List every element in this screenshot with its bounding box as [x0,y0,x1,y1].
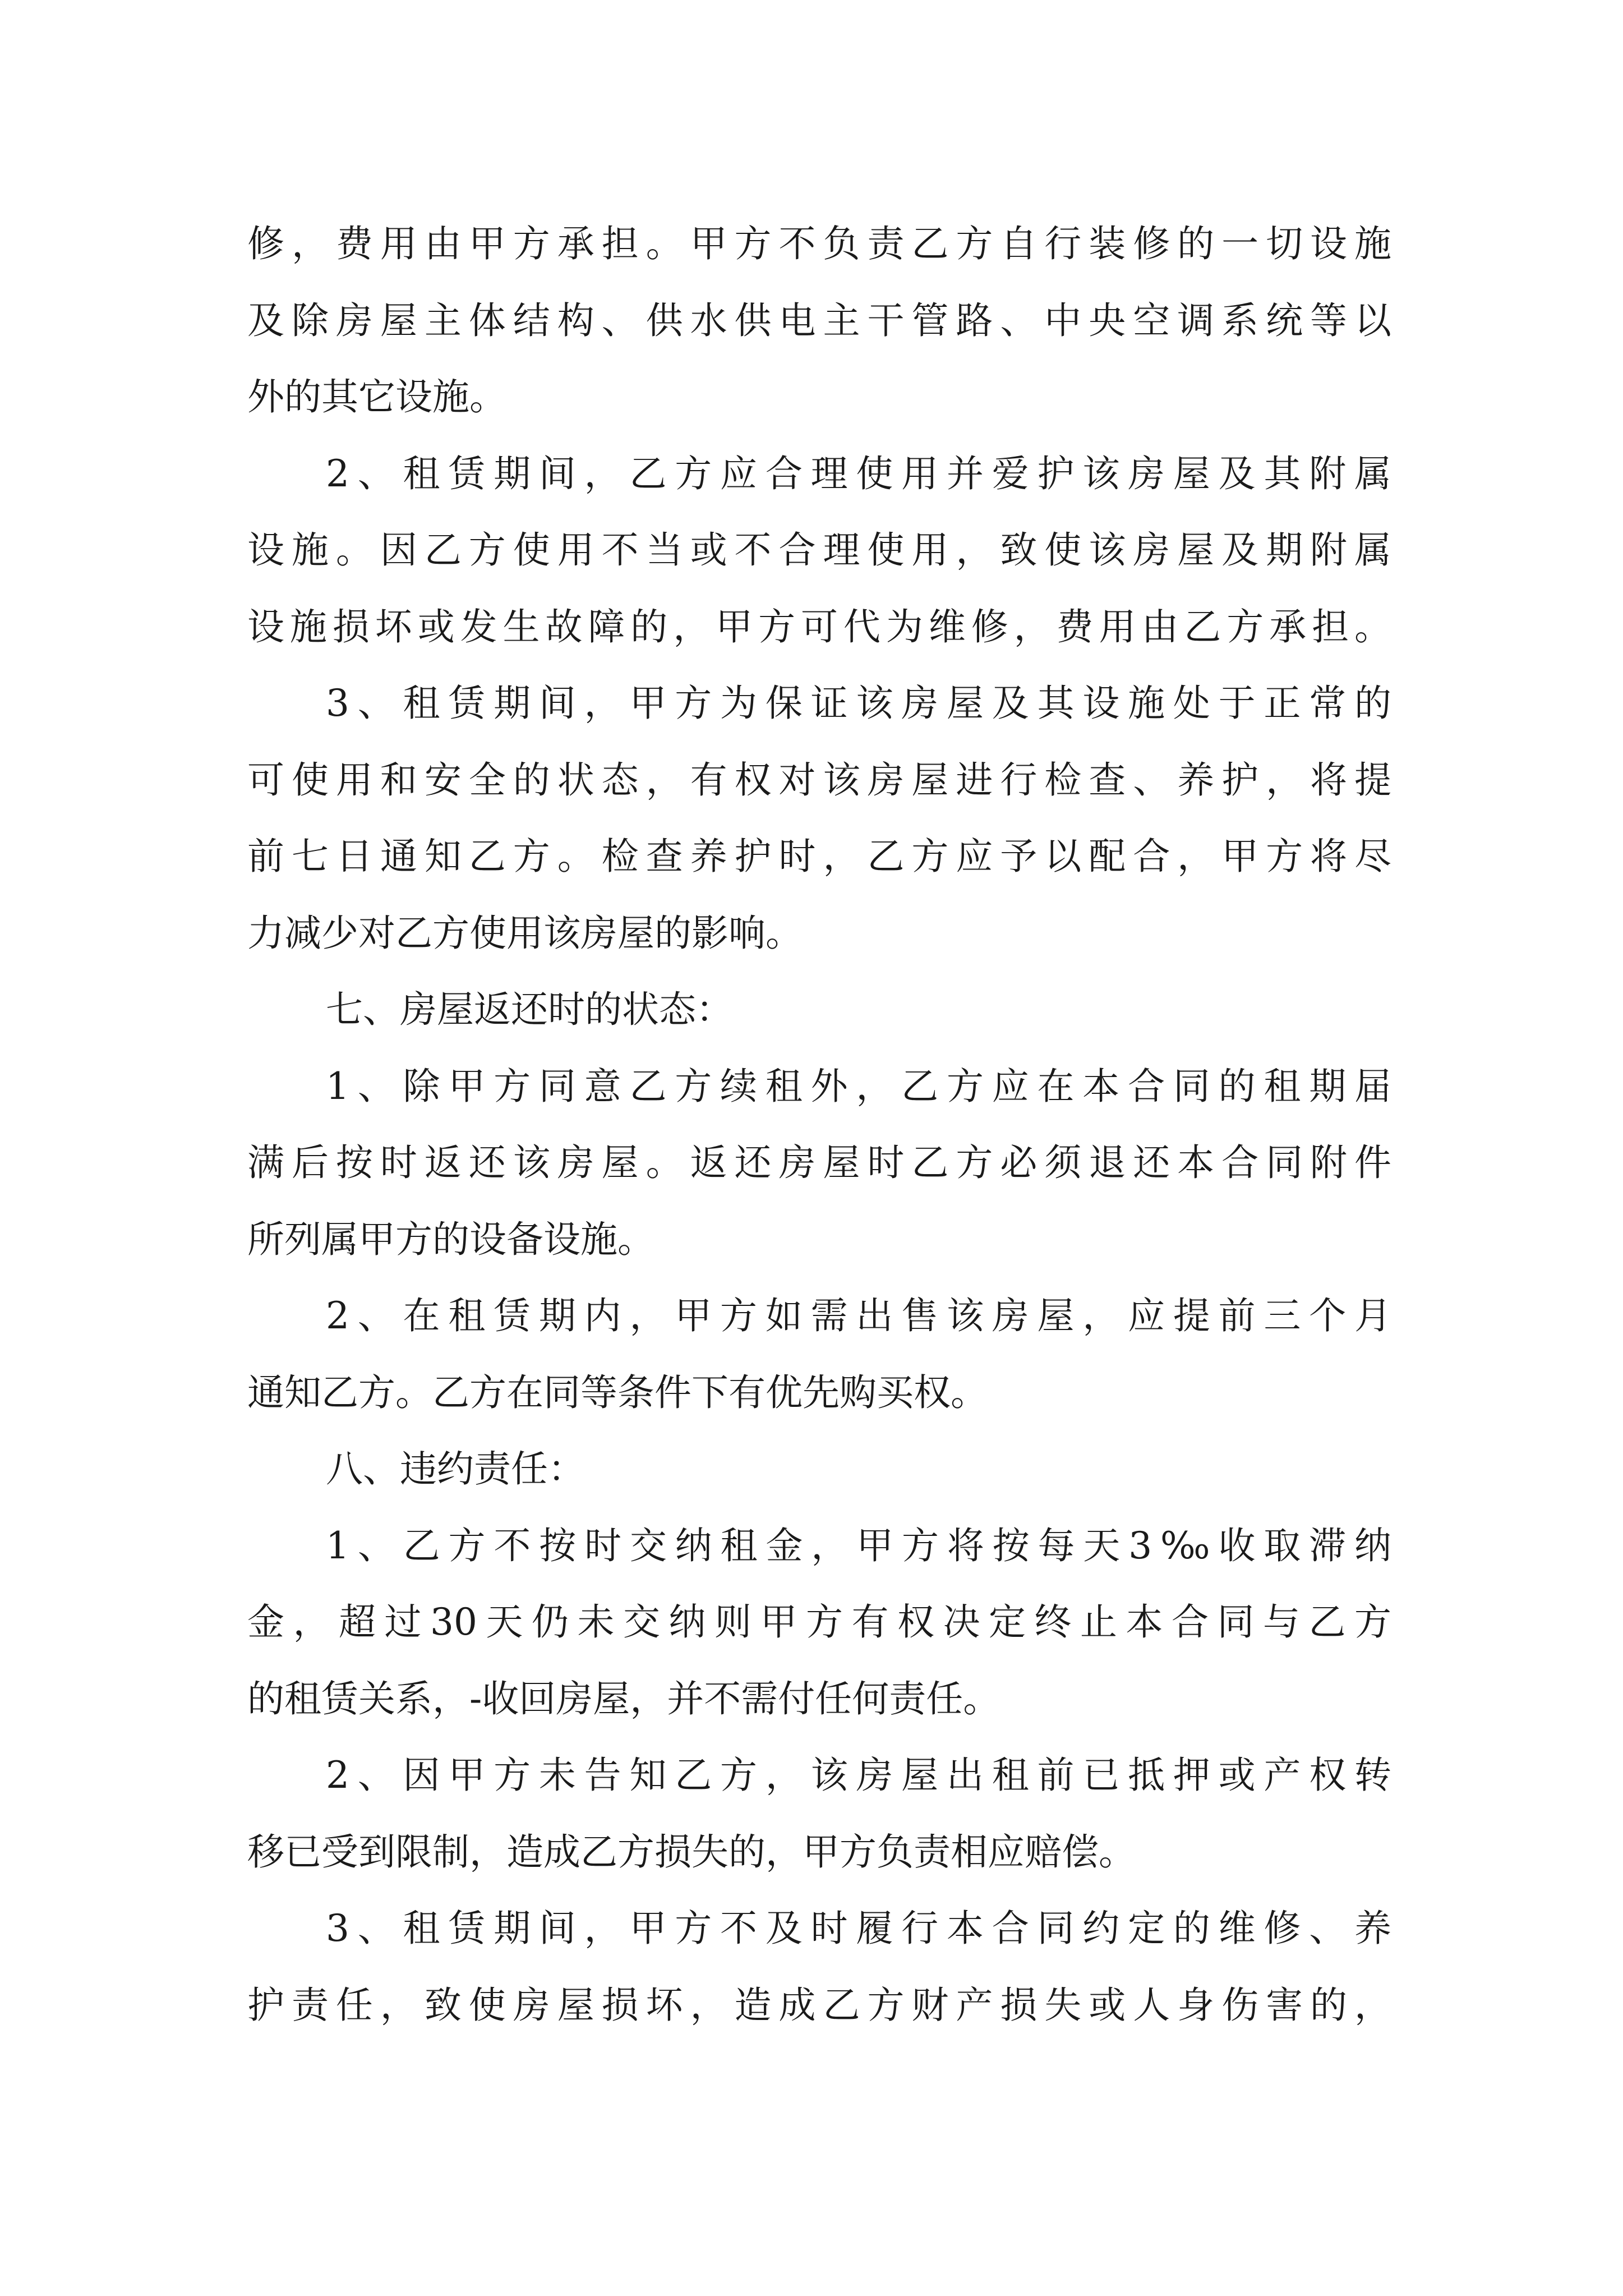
paragraph-first-line: 1、除甲方同意乙方续租外，乙方应在本合同的租期届 [326,1065,1391,1108]
paragraph-first-line: 3、租赁期间，甲方为保证该房屋及其设施处于正常的 [326,682,1391,725]
text-line: 前七日通知乙方。检查养护时，乙方应予以配合，甲方将尽 [247,835,1391,878]
text-line: 所列属甲方的设备设施。 [247,1218,654,1261]
text-line: 力减少对乙方使用该房屋的影响。 [247,912,803,955]
paragraph-first-line: 3、租赁期间，甲方不及时履行本合同约定的维修、养 [326,1907,1391,1950]
section-heading: 八、违约责任： [326,1447,585,1490]
text-line: 外的其它设施。 [247,375,506,418]
text-line: 修，费用由甲方承担。甲方不负责乙方自行装修的一切设施 [247,222,1391,265]
text-line: 移已受到限制，造成乙方损失的，甲方负责相应赔偿。 [247,1830,1136,1874]
text-line: 可使用和安全的状态，有权对该房屋进行检查、养护，将提 [247,758,1391,802]
text-line: 满后按时返还该房屋。返还房屋时乙方必须退还本合同附件 [247,1141,1391,1184]
text-line: 设施。因乙方使用不当或不合理使用，致使该房屋及期附属 [247,528,1391,572]
text-line: 的租赁关系，-收回房屋，并不需付任何责任。 [247,1677,1000,1720]
text-line: 及除房屋主体结构、供水供电主干管路、中央空调系统等以 [247,299,1391,342]
text-line: 设施损坏或发生故障的，甲方可代为维修，费用由乙方承担。 [247,605,1391,648]
paragraph-first-line: 2、在租赁期内，甲方如需出售该房屋，应提前三个月 [326,1294,1391,1337]
text-line: 金，超过30天仍未交纳则甲方有权决定终止本合同与乙方 [247,1600,1391,1644]
paragraph-first-line: 1、乙方不按时交纳租金，甲方将按每天3‰收取滞纳 [326,1524,1391,1567]
paragraph-first-line: 2、因甲方未告知乙方，该房屋出租前已抵押或产权转 [326,1754,1391,1797]
text-line: 通知乙方。乙方在同等条件下有优先购买权。 [247,1371,988,1414]
paragraph-first-line: 2、租赁期间，乙方应合理使用并爱护该房屋及其附属 [326,452,1391,495]
section-heading: 七、房屋返还时的状态： [326,988,733,1031]
text-line: 护责任，致使房屋损坏，造成乙方财产损失或人身伤害的， [247,1984,1391,2027]
